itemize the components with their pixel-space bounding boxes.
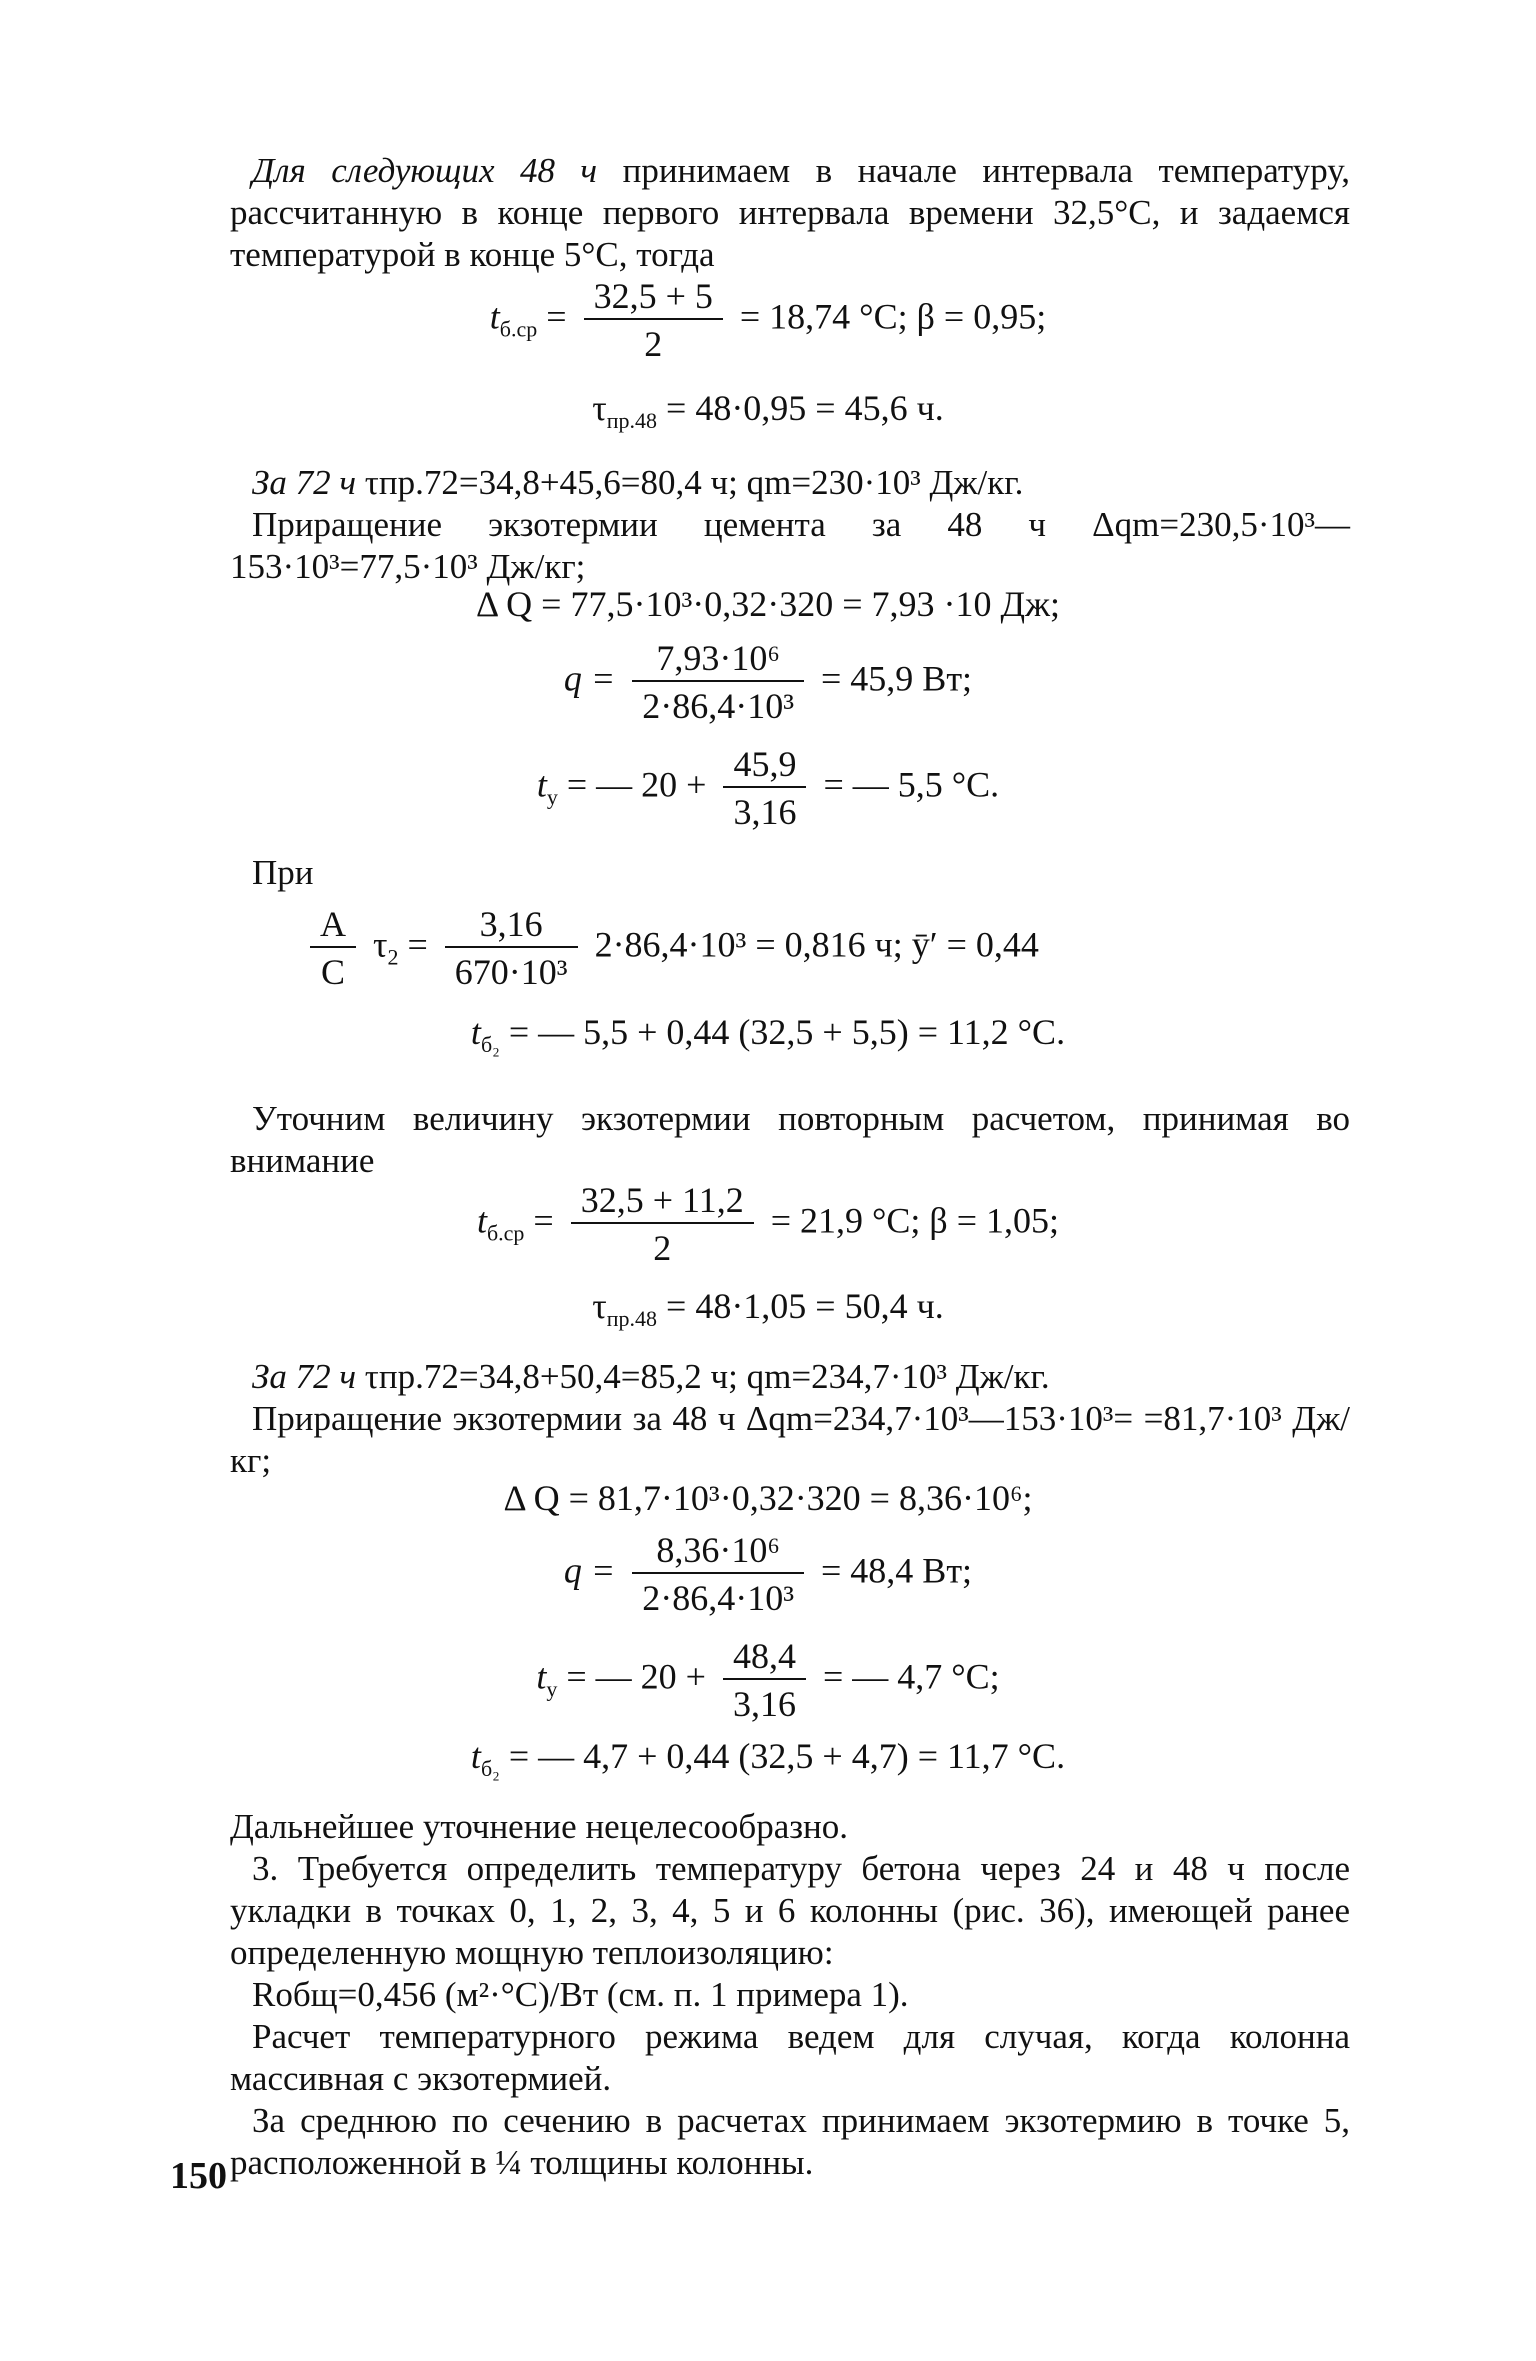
paragraph-4: При [252,853,314,892]
paragraph-1-text: принимаем в начале интервала температуру, рассчитанную в конце первого интервала времени 32,5°С, и задаемся температурой в конце 5°С, тогда [230,151,1350,274]
equation-tau-48-2: $\tau_{пр.48} = 48\cdot 1,05 = 50,4$ ч. [592,1286,944,1332]
equation-t-avg-1: $t_{б.ср}$ = $\frac{32,5 + 5}{2}$ = 18,74 °С; β = 0,95; [489,276,1047,364]
equation-ty-1: $t_у$ = — 20 + $\frac{45,9}{3,16}$ = — 5,5 °С. [536,744,1000,832]
equation-t-b2-1: $t_{б_2}$ = — 5,5 + 0,44 (32,5 + 5,5) = 11,2 °С. [470,1012,1066,1058]
paragraph-3: Приращение экзотермии цемента за 48 ч Δqm=230,5·10³—153·10³=77,5·10³ Дж/кг; [230,505,1350,586]
paragraph-8: Дальнейшее уточнение нецелесообразно. [230,1807,849,1846]
paragraph-1-lead: Для следующих 48 ч [252,151,598,190]
equation-delta-q-2: Δ Q = 81,7·10³·0,32·320 = 8,36·10⁶; [503,1478,1033,1518]
equation-delta-q-1: Δ Q = 77,5·10³·0,32·320 = 7,93 ·10 Дж; [476,584,1060,624]
paragraph-10: Rобщ=0,456 (м²·°С)/Вт (см. п. 1 примера 1). [252,1975,909,2014]
paragraph-12: За среднюю по сечению в расчетах принимаем экзотермию в точке 5, расположенной в ¼ толщины колонны. [230,2101,1350,2182]
equation-a-c-tau: $\frac{A}{C}$ $\tau_2$ = $\frac{3,16}{\text{670·10³}}$ 2·86,4·10³ = 0,816 ч; ȳ′ = 0,44 [310,904,1410,992]
paragraph-1 [230,150,1350,276]
equation-tau-48-1: $\tau_{пр.48} = 48\cdot 0,95 = 45,6$ ч. [592,388,944,434]
paragraph-8-12 [230,1806,1350,2184]
paragraph-6: За 72 ч τпр.72=34,8+50,4=85,2 ч; qm=234,7·10³ Дж/кг. Приращение экзотермии за 48 ч Δqm=234,7·10³—153·10³= =81,7·10³ Дж/кг; [230,1357,1350,1480]
equation-t-b2-2: $t_{б_2}$ = — 4,7 + 0,44 (32,5 + 4,7) = 11,7 °С. [470,1736,1066,1782]
paragraph-7: Приращение экзотермии за 48 ч Δqm=234,7·10³—153·10³= =81,7·10³ Дж/кг; [230,1399,1350,1480]
page-number: 150 [170,2155,227,2197]
paragraph-5: Уточним величину экзотермии повторным расчетом, принимая во внимание [230,1099,1350,1180]
equation-q-1: q = $\frac{\text{7,93·10⁶}}{\text{2·86,4·10³}}$ = 45,9 Вт; [563,638,973,726]
paragraph-9: 3. Требуется определить температуру бетона через 24 и 48 ч после укладки в точках 0, 1, 2, 3, 4, 5 и 6 колонны (рис. 36), имеющей ранее определенную мощную теплоизоляцию: [230,1849,1350,1972]
equation-t-avg-2: $t_{б.ср}$ = $\frac{32,5 + 11,2}{2}$ = 21,9 °С; β = 1,05; [476,1180,1060,1268]
equation-ty-2: $t_у$ = — 20 + $\frac{48,4}{3,16}$ = — 4,7 °С; [536,1636,1000,1724]
paragraph-11: Расчет температурного режима ведем для случая, когда колонна массивная с экзотермией. [230,2017,1350,2098]
paragraph-2: За 72 ч τпр.72=34,8+45,6=80,4 ч; qm=230·10³ Дж/кг. Приращение экзотермии цемента за 48 ч Δqm=230,5·10³—153·10³=77,5·10³ Дж/кг; [230,463,1350,586]
equation-q-2: q = $\frac{\text{8,36·10⁶}}{\text{2·86,4·10³}}$ = 48,4 Вт; [563,1530,973,1618]
